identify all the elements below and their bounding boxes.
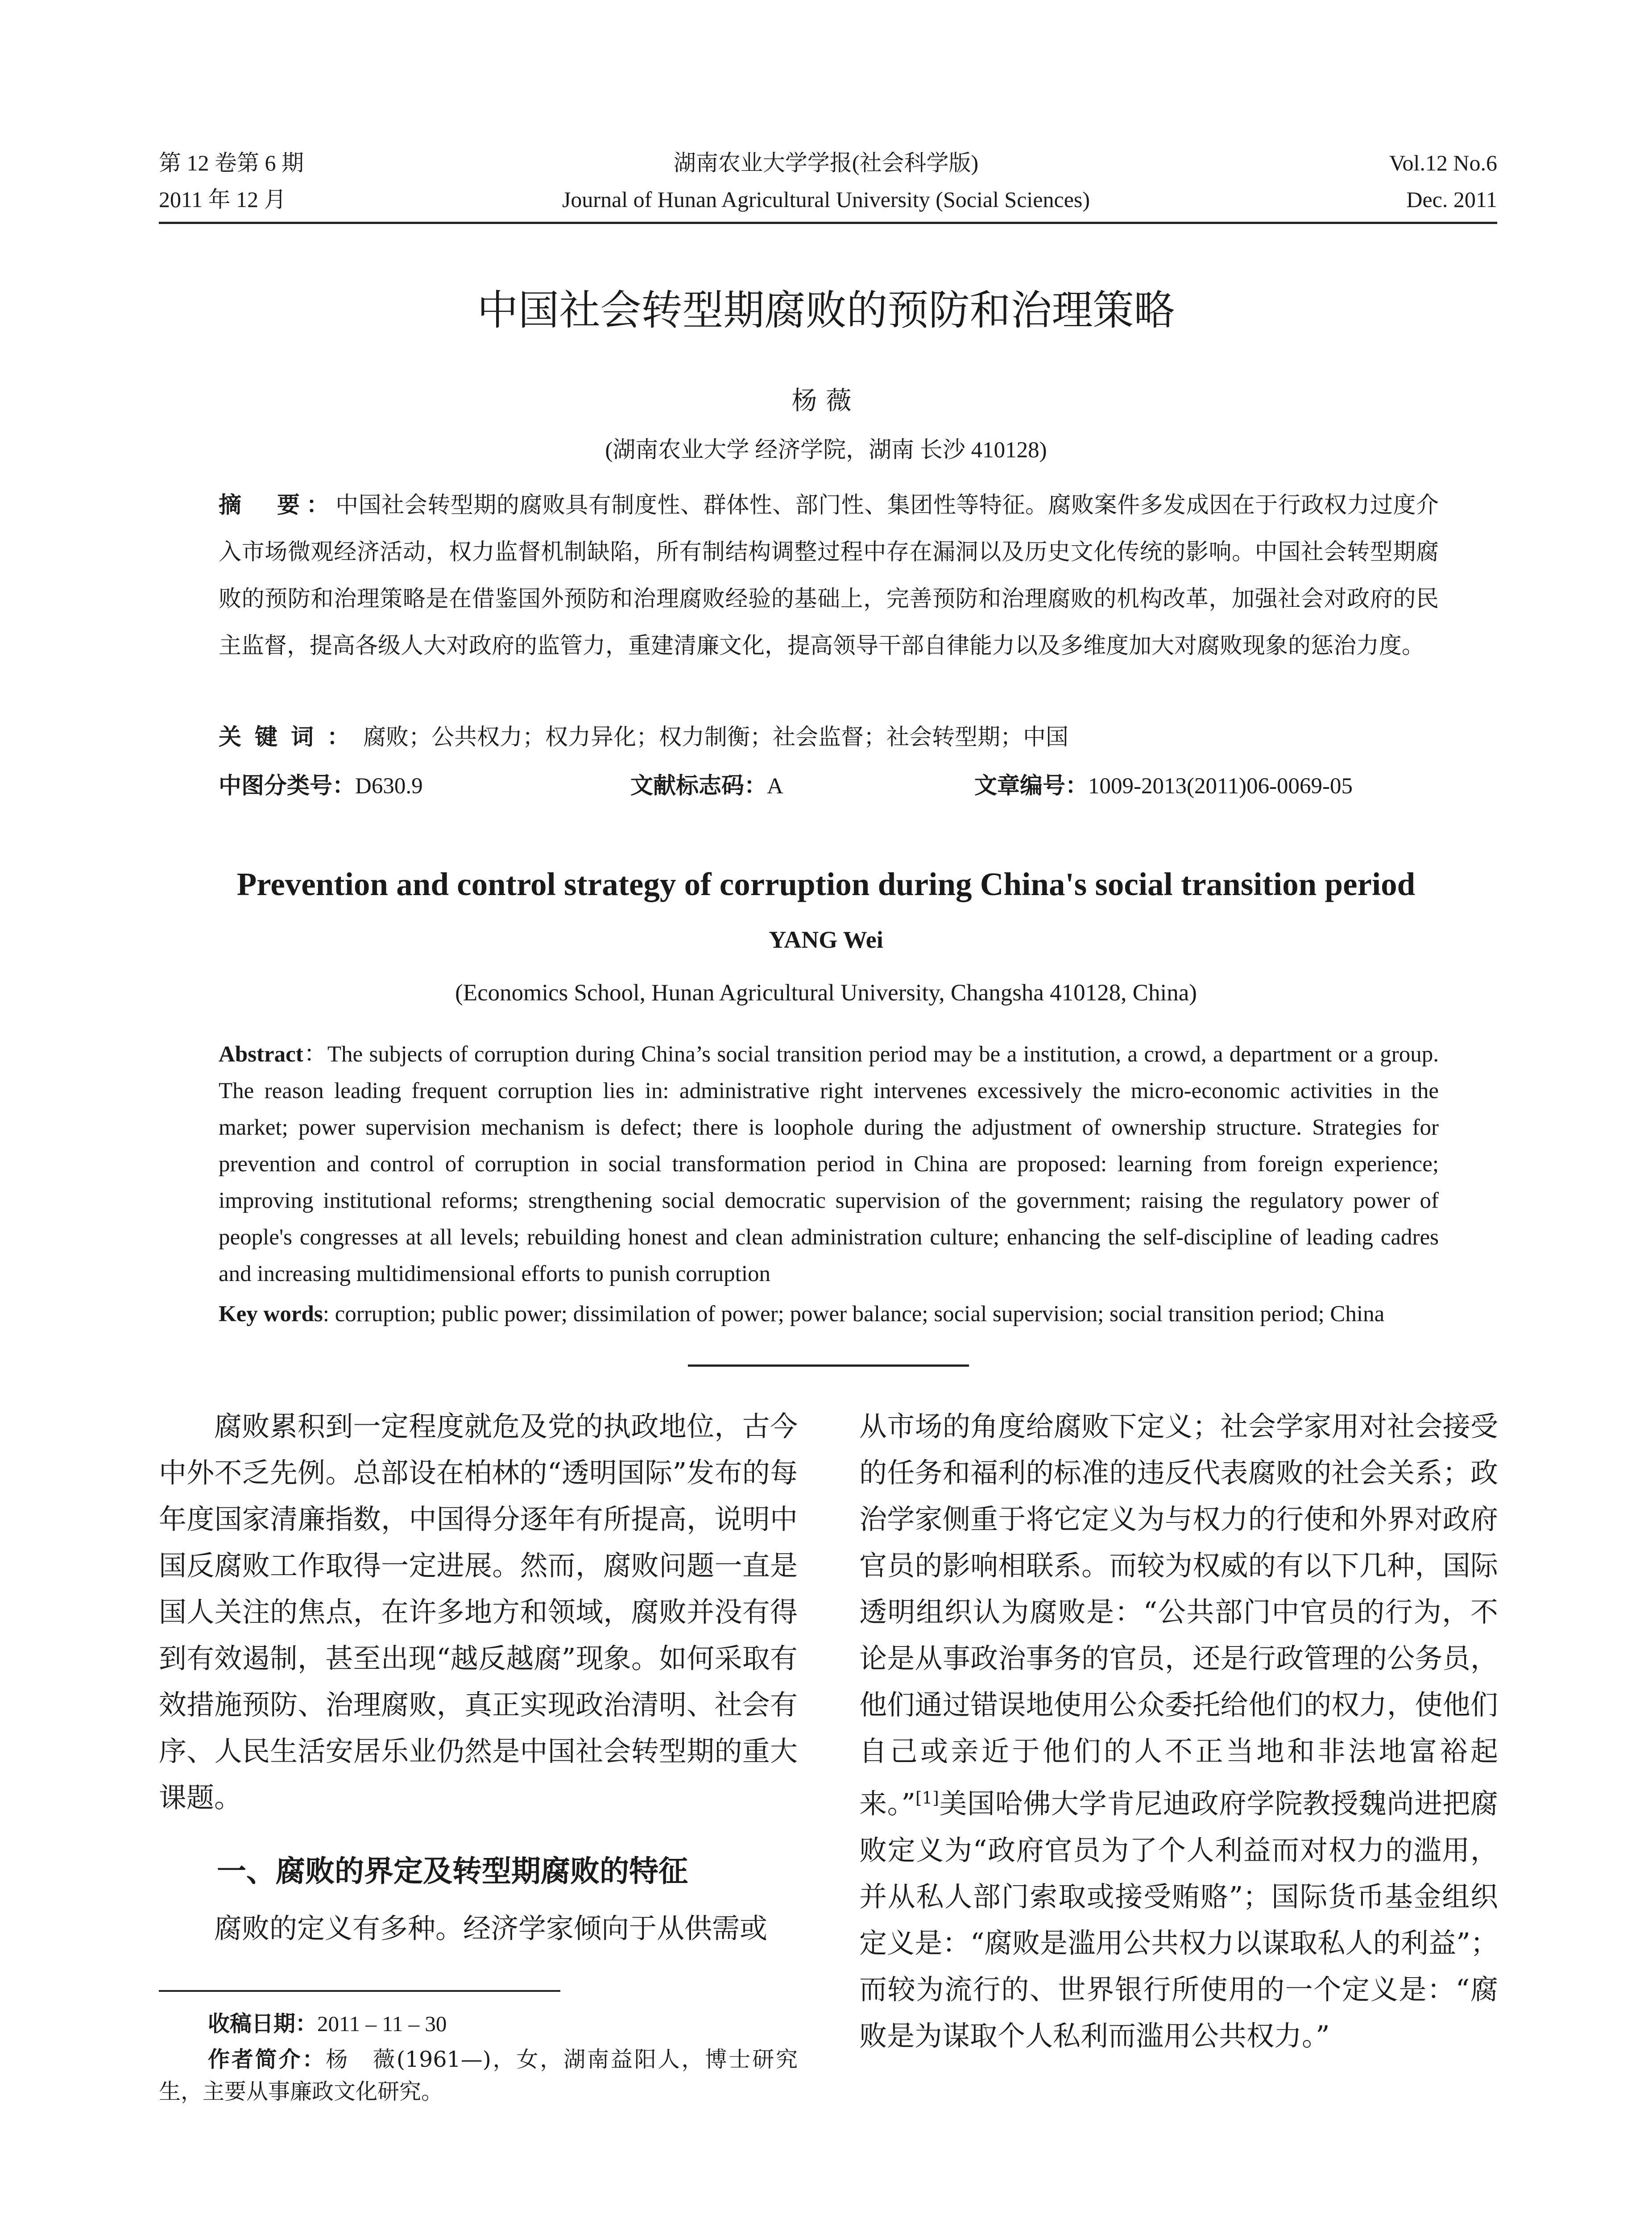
footnote-rule xyxy=(159,1990,560,1992)
journal-title-cn: 湖南农业大学学报(社会科学版) xyxy=(673,150,979,175)
clc-label: 中图分类号： xyxy=(219,773,356,799)
author-cn: 杨薇 xyxy=(791,386,861,415)
clc-value: D630.9 xyxy=(355,774,423,799)
journal-title-en: Journal of Hunan Agricultural University (Social Sciences) xyxy=(562,187,1090,212)
reference-marker: [1] xyxy=(915,1788,939,1808)
abstract-label-cn: 摘 要： xyxy=(219,492,336,518)
article-title-en: Prevention and control strategy of corruption during China's social transition period xyxy=(236,866,1416,902)
footnote-bio xyxy=(159,2044,798,2108)
keywords-label-cn: 关键词： xyxy=(219,724,364,751)
doc-code-label: 文献标志码： xyxy=(630,773,767,799)
article-no-value: 1009-2013(2011)06-0069-05 xyxy=(1088,774,1353,799)
affiliation-en: (Economics School, Hunan Agricultural University, Changsha 410128, China) xyxy=(455,980,1197,1006)
received-label: 收稿日期： xyxy=(208,2011,318,2036)
keywords-text-cn: 腐败；公共权力；权力异化；权力制衡；社会监督；社会转型期；中国 xyxy=(363,724,1069,751)
abstract-cn xyxy=(219,482,1439,669)
date-cn: 2011 年 12 月 xyxy=(159,187,286,212)
article-title-cn: 中国社会转型期腐败的预防和治理策略 xyxy=(477,286,1175,334)
keywords-en: Key words: corruption; public power; dissimilation of power; power balance; social supervision; social transition period; China xyxy=(219,1302,1385,1327)
definition-text-1: 从市场的角度给腐败下定义；社会学家用对社会接受的任务和福利的标准的违反代表腐败的社会关系；政治学家侧重于将它定义为与权力的行使和外界对政府官员的影响相联系。而较为权威的有以下几种，国际透明组织认为腐败是：“公共部门中官员的行为，不论是从事政治事务的官员，还是行政管理的公务员，他们通过错误地使用公众委托给他们的权力，使他们自己或亲近于他们的人不正当地和非法地富裕起来。” xyxy=(859,1410,1498,1820)
abstract-label-en: Abstract xyxy=(219,1042,303,1067)
volume-issue-cn: 第 12 卷第 6 期 xyxy=(159,150,304,175)
definition-text-2: 美国哈佛大学肯尼迪政府学院教授魏尚进把腐败定义为“政府官员为了个人利益而对权力的滥用，并从私人部门索取或接受贿赂”；国际货币基金组织定义是：“腐败是滥用公共权力以谋取私人的利益”；而较为流行的、世界银行所使用的一个定义是：“腐败是为谋取个人私利而滥用公共权力。” xyxy=(859,1787,1498,2052)
abstract-text-en: The subjects of corruption during China’s social transition period may be a institution, a crowd, a department or a group. The reason leading frequent corruption lies in: administrative right intervenes excessively the micro-economic activities in the market; power supervision mechanism is defect; there is loophole during the adjustment of ownership structure. Strategies for prevention and control of corruption in social transformation period in China are proposed: learning from foreign experience; improving institutional reforms; strengthening social democratic supervision of the government; raising the regulatory power of people's congresses at all levels; rebuilding honest and clean administration culture; enhancing the self-discipline of leading cadres and increasing multidimensional efforts to punish corruption xyxy=(219,1042,1439,1286)
doc-code-value: A xyxy=(767,774,783,799)
section-paragraph-start: 腐败的定义有多种。经济学家倾向于从供需或 xyxy=(214,1912,768,1945)
article-number xyxy=(974,767,1353,800)
volume-issue-en: Vol.12 No.6 xyxy=(1389,150,1497,175)
received-date: 2011 – 11 – 30 xyxy=(317,2011,447,2036)
footnote-received xyxy=(159,2008,798,2040)
header-rule xyxy=(159,222,1497,224)
section-separator xyxy=(688,1364,969,1367)
keywords-cn xyxy=(219,718,1068,751)
abstract-en: Abstract：The subjects of corruption during China’s social transition period may be a institution, a crowd, a department or a group. The reason leading frequent corruption lies in: administrative right intervenes excessively the micro-economic activities in the market; power supervision mechanism is defect; there is loophole during the adjustment of ownership structure. Strategies for prevention and control of corruption in social transformation period in China are proposed: learning from foreign experience; improving institutional reforms; strengthening social democratic supervision of the government; raising the regulatory power of people's congresses at all levels; rebuilding honest and clean administration culture; enhancing the self-discipline of leading cadres and increasing multidimensional efforts to punish corruption xyxy=(219,1042,1439,1286)
right-column-paragraph xyxy=(859,1403,1498,2059)
keywords-label-en: Key words xyxy=(219,1302,323,1327)
bio-text: 杨 薇(1961—)，女，湖南益阳人，博士研究生，主要从事廉政文化研究。 xyxy=(159,2047,798,2104)
date-en: Dec. 2011 xyxy=(1406,187,1497,212)
clc-number xyxy=(219,767,423,800)
keywords-text-en: corruption; public power; dissimilation of power; power balance; social supervision; social transition period; China xyxy=(335,1302,1385,1327)
affiliation-cn: (湖南农业大学 经济学院，湖南 长沙 410128) xyxy=(605,438,1047,463)
intro-paragraph: 腐败累积到一定程度就危及党的执政地位，古今中外不乏先例。总部设在柏林的“透明国际”发布的每年度国家清廉指数，中国得分逐年有所提高，说明中国反腐败工作取得一定进展。然而，腐败问题一直是国人关注的焦点，在许多地方和领域，腐败并没有得到有效遏制，甚至出现“越反越腐”现象。如何采取有效措施预防、治理腐败，真正实现政治清明、社会有序、人民生活安居乐业仍然是中国社会转型期的重大课题。 xyxy=(159,1410,798,1814)
article-no-label: 文章编号： xyxy=(974,773,1089,799)
section-heading: 一、腐败的界定及转型期腐败的特征 xyxy=(217,1854,688,1888)
bio-label: 作者简介： xyxy=(208,2047,326,2072)
document-code xyxy=(630,767,783,800)
abstract-text-cn: 中国社会转型期的腐败具有制度性、群体性、部门性、集团性等特征。腐败案件多发成因在于行政权力过度介入市场微观经济活动，权力监督机制缺陷，所有制结构调整过程中存在漏洞以及历史文化传统的影响。中国社会转型期腐败的预防和治理策略是在借鉴国外预防和治理腐败经验的基础上，完善预防和治理腐败的机构改革，加强社会对政府的民主监督，提高各级人大对政府的监管力，重建清廉文化，提高领导干部自律能力以及多维度加大对腐败现象的惩治力度。 xyxy=(219,492,1439,659)
author-en: YANG Wei xyxy=(769,926,883,953)
